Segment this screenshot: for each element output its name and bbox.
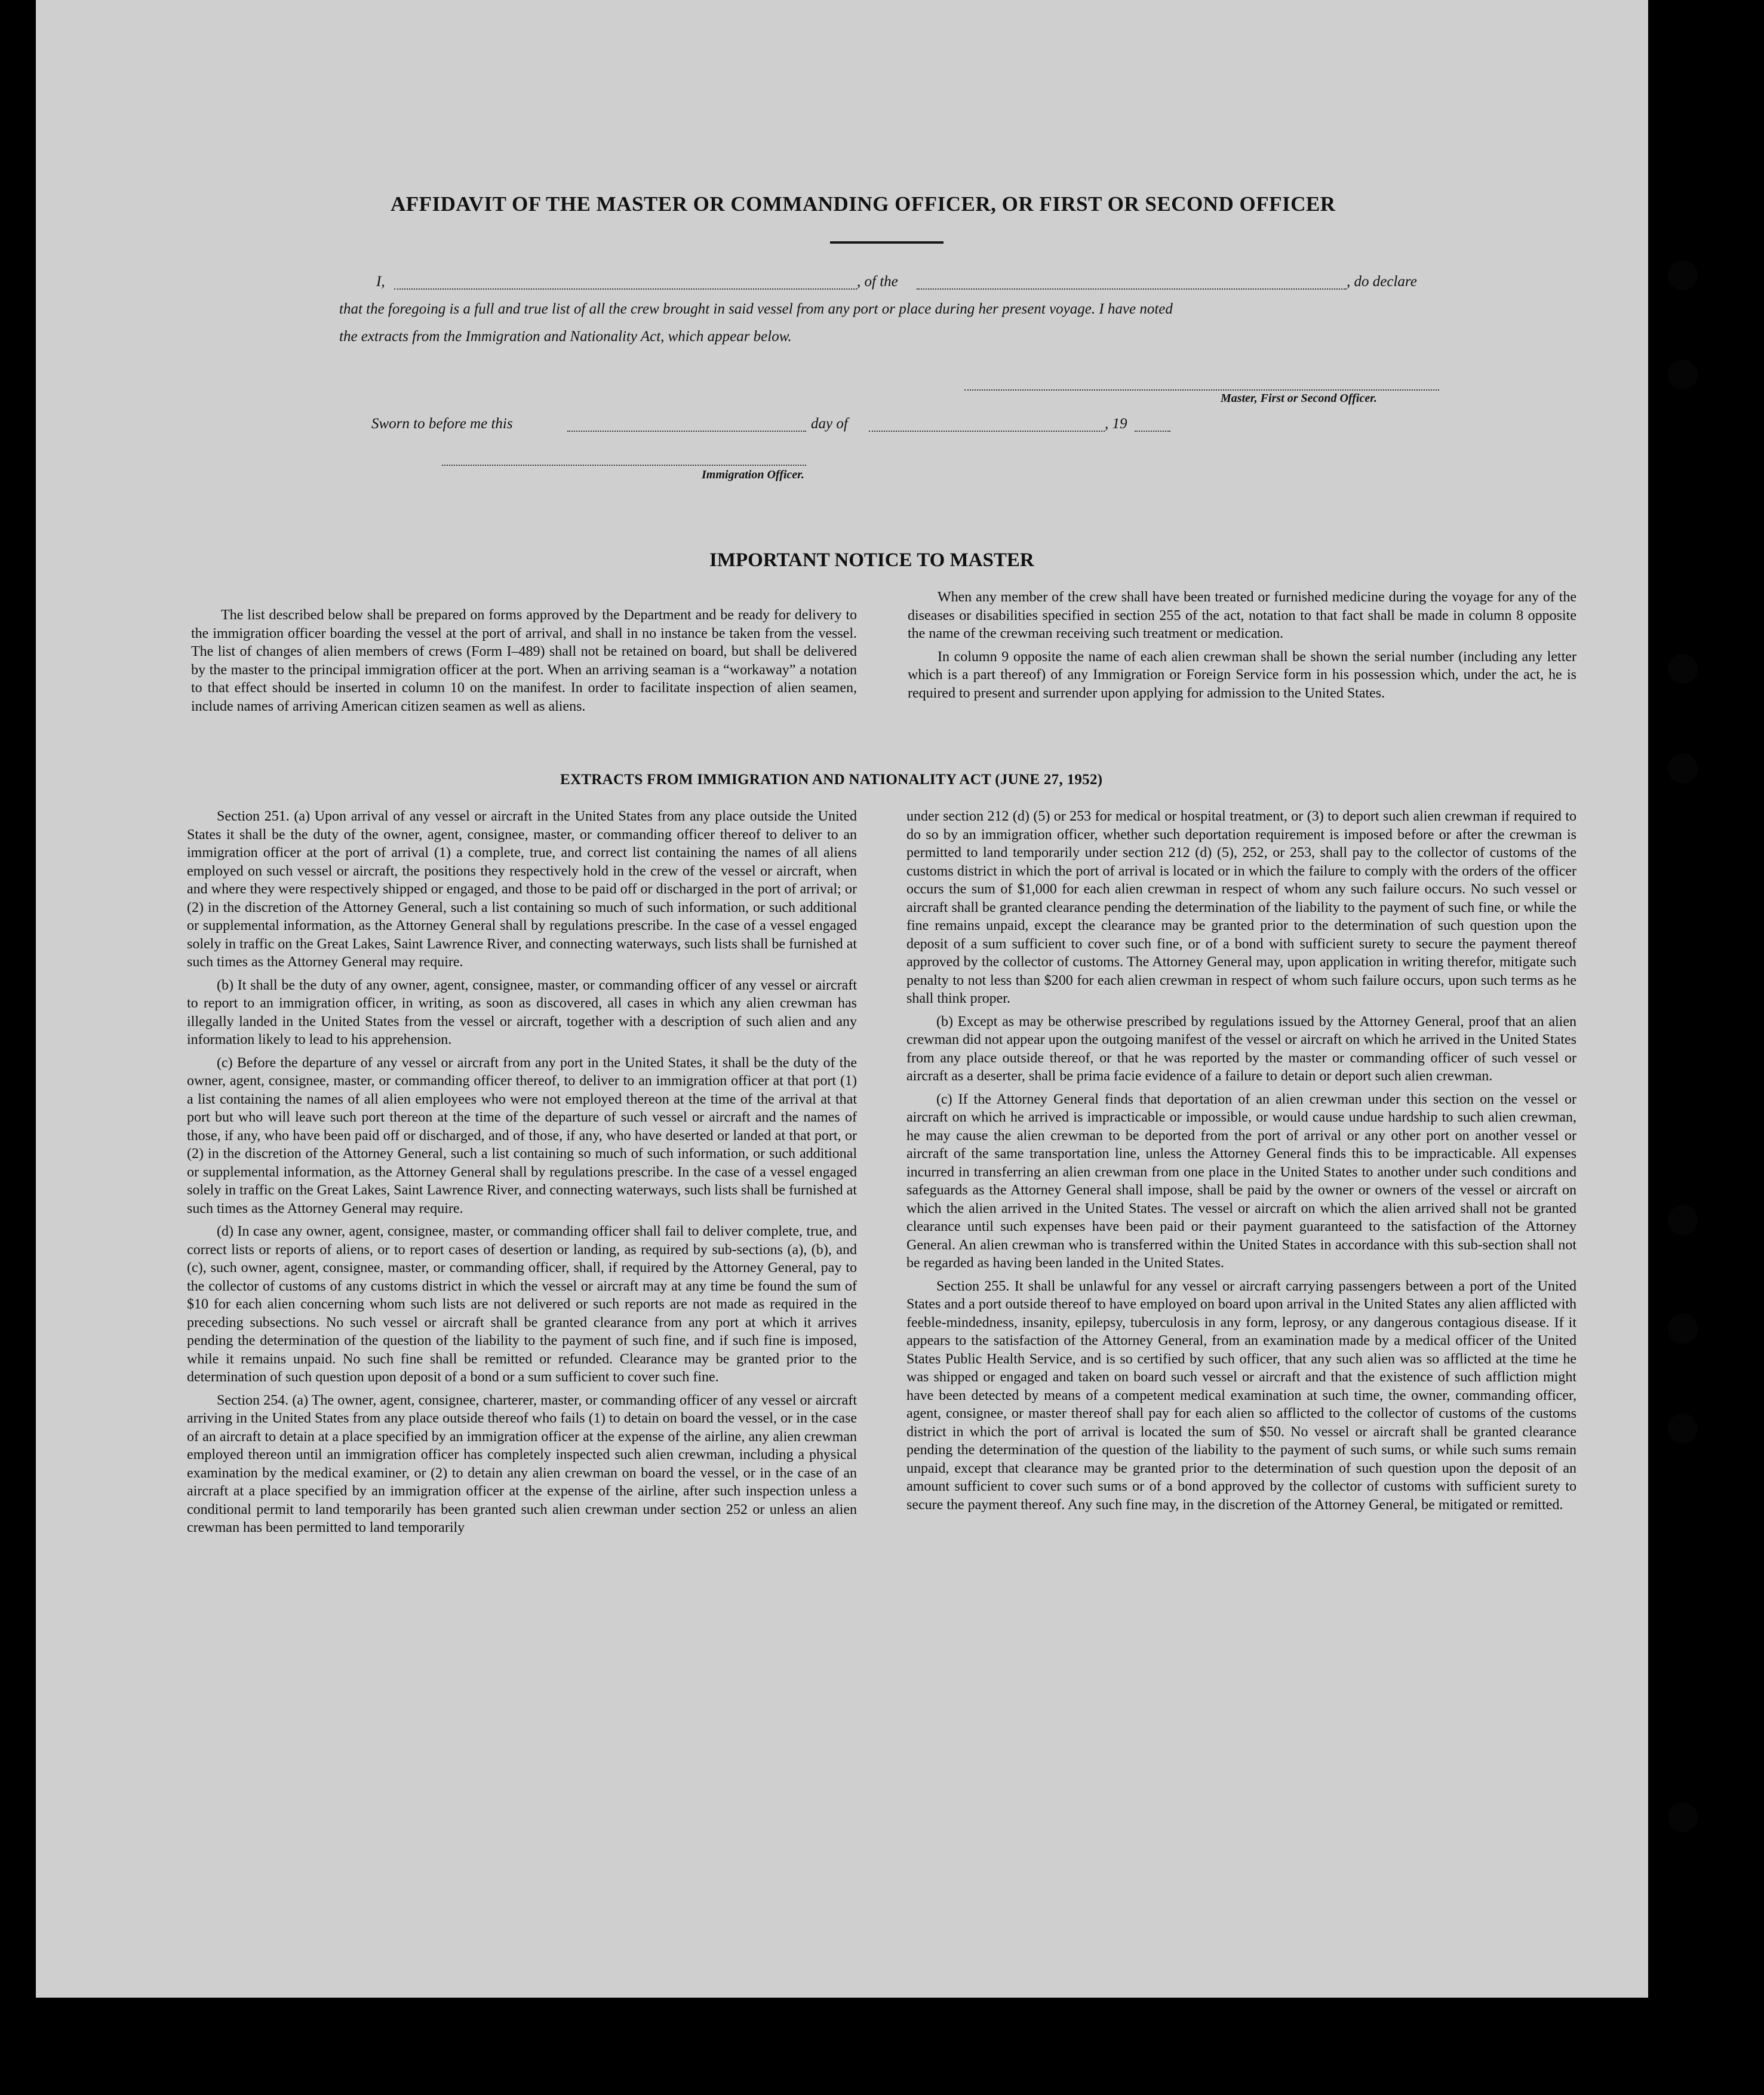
- day-of-label: day of: [811, 416, 848, 432]
- notice-paragraph: The list described below shall be prepared on forms approved by the Department and be ready for delivery to the immigration officer boarding the vessel at the port of arrival, and shall in no instance be taken from the vessel. The list of changes of alien members of crews (Form I–489) shall not be retained on board, but shall be delivered by the master to the principal immigration officer at the port. When an arriving seaman is a “workaway” a notation to that effect should be inserted in column 10 on the manifest. In order to facilitate inspection of alien seamen, include names of arriving American citizen seamen as well as aliens.: [191, 607, 857, 714]
- notice-right-column: [908, 588, 1576, 707]
- year-blank-line: [1135, 431, 1170, 432]
- vessel-blank-line: [917, 288, 1347, 290]
- notice-paragraph: When any member of the crew shall have been treated or furnished medicine during the voyage for any of the diseases or disabilities specified in section 255 of the act, notation to that fact shall be made in column 8 opposite the name of the crewman receiving such treatment or medication.: [908, 589, 1576, 641]
- binder-hole: [1668, 1414, 1698, 1443]
- binder-hole: [1668, 1205, 1698, 1235]
- statute-paragraph: Section 254. (a) The owner, agent, consignee, charterer, master, or commanding officer of any vessel or aircraft arriving in the United States from any place outside thereof who fails (1) to detain on board the vessel, or in the case of an aircraft to detain at a place specified by an immigration officer at the expense of the airline, any alien crewman employed thereon until an immigration officer has completely inspected such alien crewman, including a physical examination by the medical examiner, or (2) to detain any alien crewman on board the vessel, or in the case of an aircraft at a place specified by an immigration officer at the expense of the airline, after such inspection unless a conditional permit to land temporarily has been granted such alien crewman under section 252 or unless an alien crewman has been permitted to land temporarily: [187, 1392, 857, 1535]
- binder-hole: [1668, 1314, 1698, 1344]
- affidavit-title: AFFIDAVIT OF THE MASTER OR COMMANDING OFFICER, OR FIRST OR SECOND OFFICER: [391, 192, 1336, 216]
- extracts-left-column: [187, 807, 857, 1542]
- notice-title: IMPORTANT NOTICE TO MASTER: [709, 549, 1034, 571]
- day-blank-line: [567, 431, 806, 432]
- notice-left-column: [191, 606, 857, 720]
- statute-paragraph: Section 255. It shall be unlawful for any vessel or aircraft carrying passengers between a port of the United States and a port outside thereof to have employed on board upon arrival in the United States any alien afflicted with feeble-mindedness, insanity, epilepsy, tuberculosis in any form, leprosy, or any dangerous contagious disease. If it appears to the satisfaction of the Attorney General, from an examination made by a medical officer of the United States Public Health Service, and is so certified by such officer, that any such alien was so afflicted at the time he was shipped or engaged and taken on board such vessel or aircraft and that the existence of such affliction might have been detected by means of a competent medical examination at such time, the owner, commanding officer, agent, consignee, or master thereof shall pay for each alien so afflicted to the collector of customs of the customs district in which the port of arrival is located the sum of $50. No vessel or aircraft shall be granted clearance pending the determination of the question of the liability to the payment of such sums, or while such sums remain unpaid, except that clearance may be granted prior to the determination of such question upon the deposit of an amount sufficient to cover such sums or of a bond approved by the collector of customs with sufficient surety to secure the payment thereof. Any such fine may, in the discretion of the Attorney General, be mitigated or remitted.: [906, 1278, 1576, 1513]
- statute-paragraph: (b) Except as may be otherwise prescribed by regulations issued by the Attorney General, proof that an alien crewman did not appear upon the outgoing manifest of the vessel or aircraft on which he arrived in the United States from any place outside thereof, or that he was reported by the master or commanding officer of such vessel or aircraft as a deserter, shall be prima facie evidence of a failure to detain or deport such alien crewman.: [906, 1013, 1576, 1084]
- affidavit-i-label: I,: [376, 274, 385, 290]
- extracts-right-column: [906, 807, 1576, 1519]
- year-label: , 19: [1105, 416, 1127, 432]
- sworn-label: Sworn to before me this: [371, 416, 513, 432]
- do-declare-label: , do declare: [1347, 274, 1417, 290]
- statute-paragraph: (d) In case any owner, agent, consignee, master, or commanding officer shall fail to deliver complete, true, and correct lists or reports of aliens, or to report cases of desertion or landing, as required by sub-sections (a), (b), and (c), such owner, agent, consignee, master, or commanding officer, shall, if required by the Attorney General, pay to the collector of customs of any customs district in which the vessel or aircraft may at any time be found the sum of $10 for each alien concerning whom such lists are not delivered or such reports are not made as required in the preceding subsections. No such vessel or aircraft shall be granted clearance from any port at which it arrives pending the determination of the question of the liability to the payment of such fine, and if such fine is imposed, while it remains unpaid. No such fine shall be remitted or refunded. Clearance may be granted prior to the determination of such question upon deposit of a bond or a sum sufficient to cover such fine.: [187, 1224, 857, 1385]
- of-the-label: , of the: [857, 274, 898, 290]
- binder-hole: [1668, 1802, 1698, 1832]
- statute-paragraph: (c) Before the departure of any vessel or aircraft from any port in the United States, it shall be the duty of the owner, agent, consignee, master, or commanding officer thereof, to deliver to an immigration officer at that port (1) a list containing the names of all alien employees who were not employed thereon at the time of the arrival at that port but who will leave such port thereon at the time of the departure of such vessel or aircraft and the names of those, if any, who have been paid off or discharged, and of those, if any, who have deserted or landed at that port, or (2) in the discretion of the Attorney General, such a list containing so much of such information, or such additional or supplemental information, as the Attorney General shall by regulations prescribe. In the case of a vessel engaged solely in traffic on the Great Lakes, Saint Lawrence River, and connecting waterways, such lists shall be furnished at such times as the Attorney General may require.: [187, 1055, 857, 1217]
- master-signature-line: [964, 389, 1439, 391]
- statute-paragraph: under section 212 (d) (5) or 253 for medical or hospital treatment, or (3) to deport such alien crewman if required to do so by an immigration officer, whether such deportation requirement is imposed before or after the crewman is permitted to land temporarily under section 212 (d) (5), 252, or 253, shall pay to the collector of customs of the customs district in which the port of arrival is located or in which the failure to comply with the orders of the officer occurs the sum of $1,000 for each alien crewman in respect of whom any such failure occurs. No such vessel or aircraft shall be granted clearance pending the determination of the liability to the payment of such fine, or while the fine remains unpaid, except the clearance may be granted prior to the determination of such question upon the deposit of a sum sufficient to cover such fine, or of a bond with sufficient surety to secure the payment thereof approved by the collector of customs. The Attorney General may, upon application in writing therefor, mitigate such penalty to not less than $200 for each alien crewman in respect of whom such failure occurs, upon such terms as he shall think proper.: [906, 809, 1576, 1006]
- name-blank-line: [394, 288, 857, 290]
- binder-hole: [1668, 754, 1698, 784]
- extracts-title: EXTRACTS FROM IMMIGRATION AND NATIONALITY ACT (JUNE 27, 1952): [560, 772, 1103, 788]
- month-blank-line: [869, 431, 1105, 432]
- binder-hole: [1668, 360, 1698, 389]
- statute-paragraph: (c) If the Attorney General finds that deportation of an alien crewman under this section on the vessel or aircraft on which he arrived is impracticable or impossible, or would cause undue hardship to such alien crewman, he may cause the alien crewman to be deported from the port of arrival or any other port on another vessel or aircraft of the same transportation line, unless the Attorney General finds this to be impracticable. All expenses incurred in transferring an alien crewman from one place in the United States to another under such conditions and safeguards as the Attorney General shall impose, shall be paid by the owner or owners of the vessel or aircraft on which the alien arrived in the United States. The vessel or aircraft on which the alien arrived shall not be granted clearance until such expenses have been paid or their payment guaranteed to the satisfaction of the Attorney General. An alien crewman who is transferred within the United States in accordance with this sub-section shall not be regarded as having been landed in the United States.: [906, 1091, 1576, 1271]
- affidavit-line-2: that the foregoing is a full and true list of all the crew brought in said vessel from any port or place during her present voyage. I have noted: [339, 301, 1173, 317]
- master-signature-label: Master, First or Second Officer.: [1221, 392, 1377, 405]
- officer-signature-line: [442, 465, 806, 466]
- notice-paragraph: In column 9 opposite the name of each alien crewman shall be shown the serial number (including any letter which is a part thereof) of any Immigration or Foreign Service form in his possession which, under the act, he is required to present and surrender upon applying for admission to the United States.: [908, 649, 1576, 701]
- binder-hole: [1668, 260, 1698, 290]
- statute-paragraph: Section 251. (a) Upon arrival of any vessel or aircraft in the United States from any place outside the United States it shall be the duty of the owner, agent, consignee, master, or commanding officer thereof to deliver to an immigration officer at the port of arrival (1) a complete, true, and correct list containing the names of all aliens employed on such vessel or aircraft, the positions they respectively hold in the crew of the vessel or aircraft, when and where they were respectively shipped or engaged, and those to be paid off or discharged in the port of arrival; or (2) in the discretion of the Attorney General, such a list containing so much of such information, or such additional or supplemental information, as the Attorney General shall by regulations prescribe. In the case of a vessel engaged solely in traffic on the Great Lakes, Saint Lawrence River, and connecting waterways, such lists shall be furnished at such times as the Attorney General may require.: [187, 809, 857, 970]
- title-divider: [830, 241, 944, 244]
- binder-hole: [1668, 654, 1698, 684]
- immigration-officer-label: Immigration Officer.: [702, 468, 804, 481]
- statute-paragraph: (b) It shall be the duty of any owner, agent, consignee, master, or commanding officer of any vessel or aircraft to report to an immigration officer, in writing, as soon as discovered, all cases in which any alien crewman has illegally landed in the United States from the vessel or aircraft, together with a description of such alien and any information likely to lead to his apprehension.: [187, 977, 857, 1048]
- affidavit-line-3: the extracts from the Immigration and Nationality Act, which appear below.: [339, 328, 792, 345]
